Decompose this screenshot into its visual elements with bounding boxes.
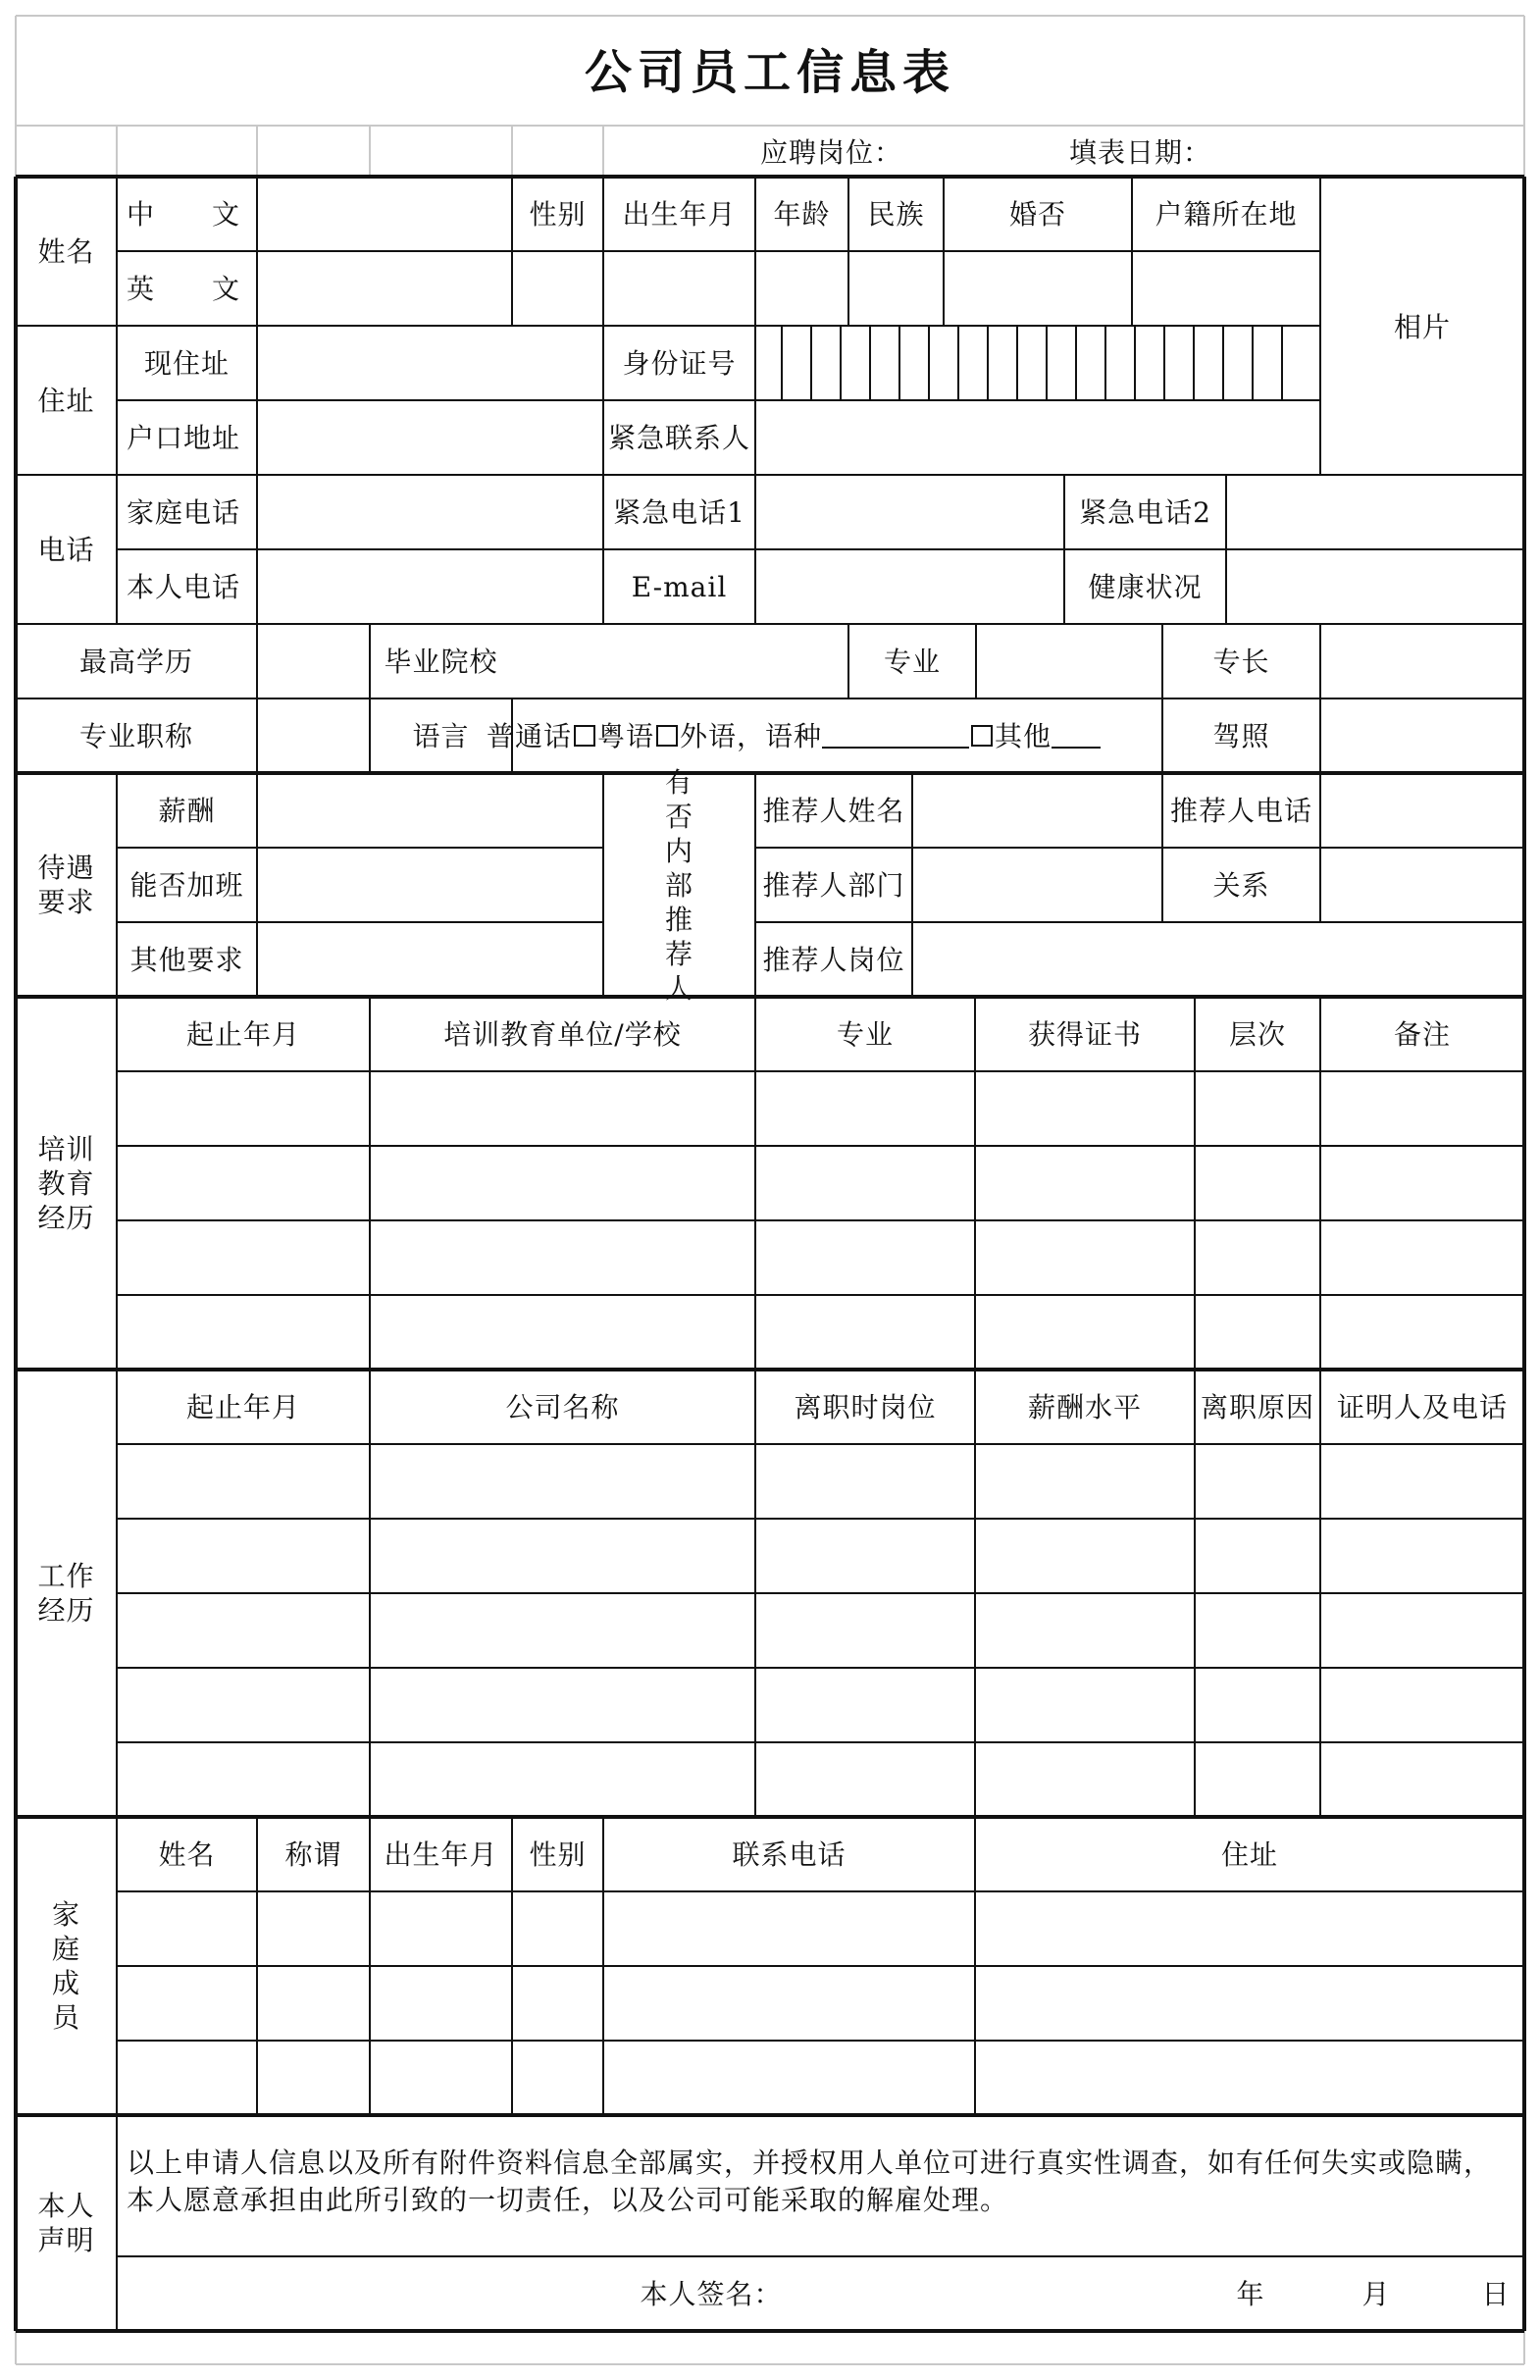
phone-section-label: 电话 [37,533,95,566]
training-header-institution: 培训教育单位/学校 [443,1017,682,1051]
referral-question-label: 有否内部推荐人 [664,765,693,1005]
training-header-period: 起止年月 [185,1017,300,1051]
lang-cantonese: 粤语 [597,719,655,752]
family-header-relation: 称谓 [284,1837,342,1871]
lang-other: 其他 [995,719,1052,752]
email-label: E-mail [631,570,728,603]
training-section-label: 培训教育经历 [37,1132,95,1234]
lang-foreign-blank[interactable] [822,723,969,749]
overtime-label: 能否加班 [129,868,244,902]
current-address-label: 现住址 [143,346,230,380]
major-label: 专业 [883,645,941,678]
lang-cantonese-checkbox[interactable] [574,725,595,747]
language-options [487,698,1162,773]
marital-label: 婚否 [1008,197,1066,231]
age-label: 年龄 [773,197,831,231]
specialty-label: 专长 [1212,645,1270,678]
training-header-remark: 备注 [1393,1017,1451,1051]
lang-other-checkbox[interactable] [971,725,993,747]
referrer-name-label: 推荐人姓名 [762,794,905,827]
language-label: 语言 [412,719,470,752]
english-name-label: 英 文 [127,272,241,305]
work-header-period: 起止年月 [185,1390,300,1423]
hukou-label: 户籍所在地 [1155,197,1298,231]
birth-label: 出生年月 [622,197,737,231]
month-label: 月 [1361,2277,1391,2310]
photo-box[interactable]: 相片 [1393,310,1451,343]
family-header-birth: 出生年月 [384,1837,498,1871]
training-header-certificate: 获得证书 [1027,1017,1142,1051]
my-phone-label: 本人电话 [127,570,241,603]
fill-date-label: 填表日期： [1069,135,1212,169]
signature-label: 本人签名： [640,2277,783,2310]
referrer-post-label: 推荐人岗位 [762,943,905,976]
health-label: 健康状况 [1088,570,1203,603]
declaration-section-label: 本人声明 [37,2190,95,2256]
family-header-name: 姓名 [158,1837,216,1871]
work-header-last-post: 离职时岗位 [794,1390,937,1423]
work-header-salary: 薪酬水平 [1027,1390,1142,1423]
lang-foreign-checkbox[interactable] [656,725,678,747]
family-header-address: 住址 [1220,1837,1278,1871]
english-name-field[interactable] [257,251,512,326]
other-requirements-label: 其他要求 [129,943,244,976]
declaration-text: 以上申请人信息以及所有附件资料信息全部属实，并授权用人单位可进行真实性调查，如有任何失实或隐瞒，本人愿意承担由此所引致的一切责任，以及公司可能采取的解雇处理。 [127,2147,1493,2216]
emergency-contact-label: 紧急联系人 [607,421,750,454]
lang-foreign: 外语，语种 [680,719,823,752]
professional-title-label: 专业职称 [78,719,193,752]
training-header-major: 专业 [836,1017,894,1051]
gender-label: 性别 [529,197,587,231]
family-header-gender: 性别 [529,1837,587,1871]
year-label: 年 [1236,2277,1265,2310]
chinese-name-field[interactable] [257,177,512,251]
training-header-level: 层次 [1228,1017,1286,1051]
work-header-leave-reason: 离职原因 [1200,1390,1314,1423]
family-header-phone: 联系电话 [732,1837,847,1871]
post-label: 应聘岗位： [760,135,903,169]
referrer-phone-label: 推荐人电话 [1169,794,1312,827]
address-section-label: 住址 [37,384,95,417]
driving-license-label: 驾照 [1212,719,1270,752]
lang-putonghua: 普通话 [487,719,573,752]
family-section-label: 家庭成员 [51,1898,80,2034]
referrer-dept-label: 推荐人部门 [762,868,905,902]
emergency-phone2-label: 紧急电话2 [1079,495,1211,529]
salary-label: 薪酬 [158,794,216,827]
hukou-address-label: 户口地址 [127,421,241,454]
education-label: 最高学历 [78,645,193,678]
lang-other-blank[interactable] [1052,723,1101,749]
referrer-relation-label: 关系 [1212,868,1270,902]
id-number-label: 身份证号 [622,346,737,380]
work-section-label: 工作经历 [37,1560,95,1627]
treatment-section-label: 待遇要求 [37,852,95,918]
emergency-phone1-label: 紧急电话1 [613,495,745,529]
work-header-company: 公司名称 [505,1390,620,1423]
day-label: 日 [1481,2277,1511,2310]
work-header-reference: 证明人及电话 [1336,1390,1508,1423]
home-phone-label: 家庭电话 [127,495,241,529]
chinese-name-label: 中 文 [127,197,241,231]
school-label: 毕业院校 [384,645,498,678]
name-section-label: 姓名 [37,234,95,268]
page-title: 公司员工信息表 [584,45,955,100]
ethnic-label: 民族 [867,197,925,231]
